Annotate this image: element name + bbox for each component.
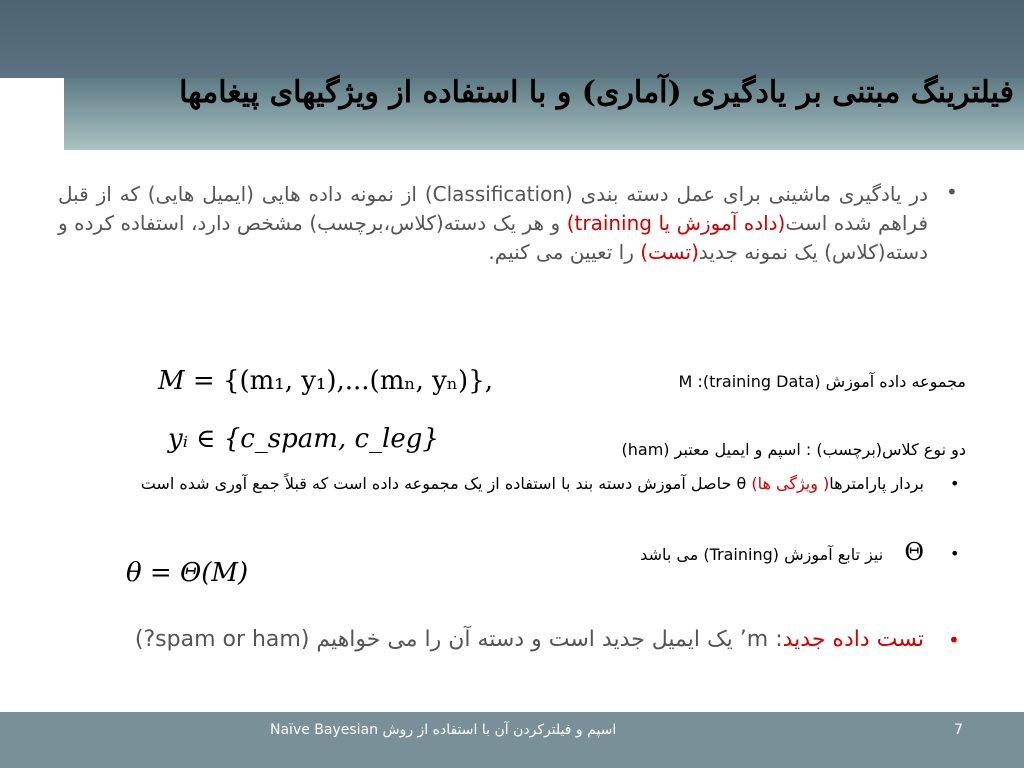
paragraph-1-red2: (تست) xyxy=(640,240,699,264)
paragraph-4-red: تست داده جدید xyxy=(782,627,924,652)
paragraph-4-text: : m’ یک ایمیل جدید است و دسته آن را می خواهیم (spam or ham?) xyxy=(134,627,783,652)
paragraph-2-part2: θ حاصل آموزش دسته بند با استفاده از یک مجموعه داده است که قبلاً جمع آوری شده است xyxy=(140,474,752,493)
page-number: 7 xyxy=(954,722,963,738)
bullet-4: • xyxy=(948,628,960,652)
paragraph-2-part1: بردار پارامترها xyxy=(829,474,924,493)
bullet-3: • xyxy=(950,544,960,563)
paragraph-3-text: نیز تابع آموزش (Training) می باشد xyxy=(640,545,884,564)
footer-text: اسپم و فیلترکردن آن با استفاده از روش Naïve Bayesian xyxy=(270,722,617,738)
label-training-data: مجموعه داده آموزش (training Data): M xyxy=(678,372,966,391)
paragraph-1-part3: را تعیین می کنیم. xyxy=(488,240,641,264)
formula-1-lhs: M xyxy=(158,366,185,396)
slide-title: فیلترینگ مبتنی بر یادگیری (آماری) و با استفاده از ویژگیهای پیغامها xyxy=(179,75,1014,110)
bullet-2: • xyxy=(950,474,960,493)
paragraph-3 xyxy=(424,540,924,567)
formula-1-body: = {(m₁, y₁),...(mₙ, yₙ)}, xyxy=(192,366,494,396)
label-class-types: دو نوع کلاس(برچسب) : اسپم و ایمیل معتبر (ham) xyxy=(621,440,966,459)
formula-theta: θ = Θ(M) xyxy=(126,558,249,588)
paragraph-1 xyxy=(58,180,928,267)
bullet-1: • xyxy=(946,180,958,204)
paragraph-1-red1: (داده آموزش یا training) xyxy=(566,211,786,235)
paragraph-2-red: ( ویژگی ها) xyxy=(751,474,830,493)
formula-class-set: yᵢ ∈ {c_spam, c_leg} xyxy=(168,424,439,454)
top-band xyxy=(0,0,1024,78)
paragraph-1-part2: و هر یک دسته(کلاس،برچسب) مشخص دارد، استفاده کرده و دسته(کلاس) یک نمونه جدید xyxy=(58,211,928,264)
theta-capital-symbol: Θ xyxy=(904,538,924,566)
paragraph-2 xyxy=(84,472,924,496)
paragraph-4 xyxy=(94,622,924,658)
footer-band xyxy=(0,712,1024,768)
paragraph-1-part1: در یادگیری ماشینی برای عمل دسته بندی (Classification) از نمونه داده هایی (ایمیل هایی) که از قبل فراهم شده است xyxy=(58,182,929,235)
formula-training-set xyxy=(158,366,493,396)
